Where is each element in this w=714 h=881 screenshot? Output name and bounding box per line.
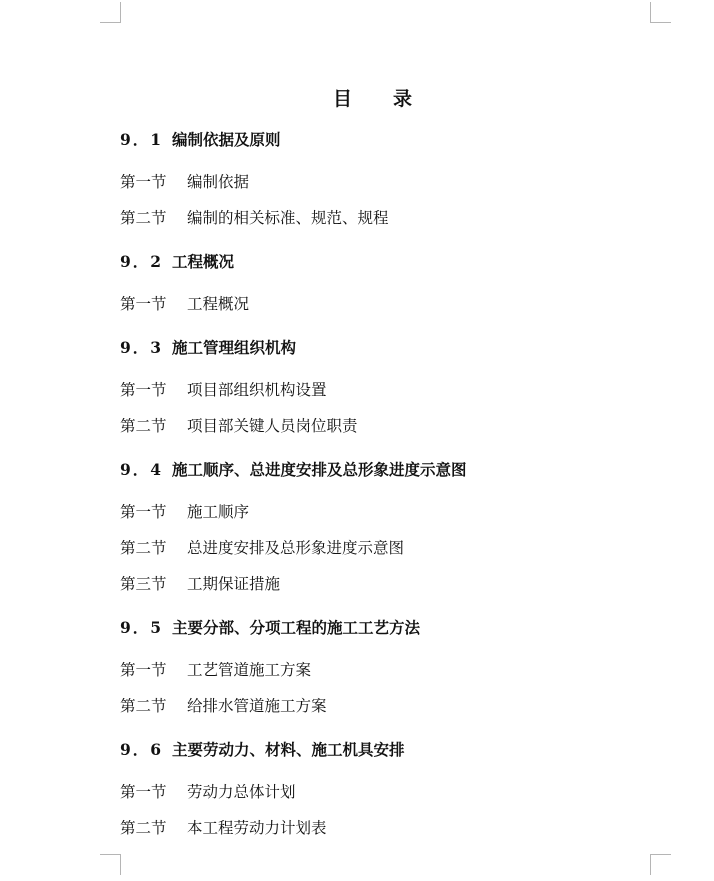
toc-chapter-entry[interactable] [120,458,467,480]
section-title: 工程概况 [187,295,250,313]
toc-section-entry[interactable] [120,500,249,522]
crop-mark-top-left [100,2,121,23]
chapter-title: 施工管理组织机构 [172,338,297,357]
toc-section-entry[interactable] [120,694,327,716]
section-number: 第一节 [120,295,167,313]
section-title: 编制的相关标准、规范、规程 [187,209,389,227]
toc-chapter-entry[interactable] [120,336,296,358]
section-number: 第二节 [120,819,167,837]
chapter-number: 9．4 [120,460,164,479]
toc-section-entry[interactable] [120,414,358,436]
section-title: 项目部关键人员岗位职责 [187,417,358,435]
chapter-title: 施工顺序、总进度安排及总形象进度示意图 [172,460,467,479]
toc-section-entry[interactable] [120,658,311,680]
toc-chapter-entry[interactable] [120,128,281,150]
chapter-number: 9．1 [120,130,164,149]
section-title: 总进度安排及总形象进度示意图 [187,539,405,557]
toc-section-entry[interactable] [120,536,404,558]
toc-title: 目 录 [332,88,413,110]
section-title: 施工顺序 [187,503,250,521]
chapter-title: 工程概况 [172,252,235,271]
section-title: 本工程劳动力计划表 [187,819,327,837]
section-number: 第二节 [120,539,167,557]
toc-chapter-entry[interactable] [120,738,405,760]
crop-mark-bottom-left [100,854,121,875]
toc-section-entry[interactable] [120,206,389,228]
section-number: 第三节 [120,575,167,593]
chapter-number: 9．2 [120,252,164,271]
section-title: 项目部组织机构设置 [187,381,327,399]
toc-section-entry[interactable] [120,780,296,802]
chapter-number: 9．5 [120,618,164,637]
section-number: 第一节 [120,503,167,521]
section-title: 工艺管道施工方案 [187,661,312,679]
toc-section-entry[interactable] [120,572,280,594]
section-title: 给排水管道施工方案 [187,697,327,715]
section-number: 第二节 [120,209,167,227]
crop-mark-bottom-right [650,854,671,875]
section-title: 编制依据 [187,173,250,191]
section-number: 第一节 [120,783,167,801]
section-title: 工期保证措施 [187,575,281,593]
chapter-number: 9．3 [120,338,164,357]
section-number: 第二节 [120,697,167,715]
section-number: 第一节 [120,173,167,191]
toc-section-entry[interactable] [120,292,249,314]
section-number: 第一节 [120,661,167,679]
chapter-title: 主要分部、分项工程的施工工艺方法 [172,618,421,637]
section-title: 劳动力总体计划 [187,783,296,801]
chapter-title: 编制依据及原则 [172,130,281,149]
crop-mark-top-right [650,2,671,23]
section-number: 第一节 [120,381,167,399]
toc-chapter-entry[interactable] [120,250,234,272]
section-number: 第二节 [120,417,167,435]
chapter-number: 9．6 [120,740,164,759]
toc-section-entry[interactable] [120,378,327,400]
chapter-title: 主要劳动力、材料、施工机具安排 [172,740,405,759]
toc-section-entry[interactable] [120,816,327,838]
toc-section-entry[interactable] [120,170,249,192]
toc-chapter-entry[interactable] [120,616,420,638]
